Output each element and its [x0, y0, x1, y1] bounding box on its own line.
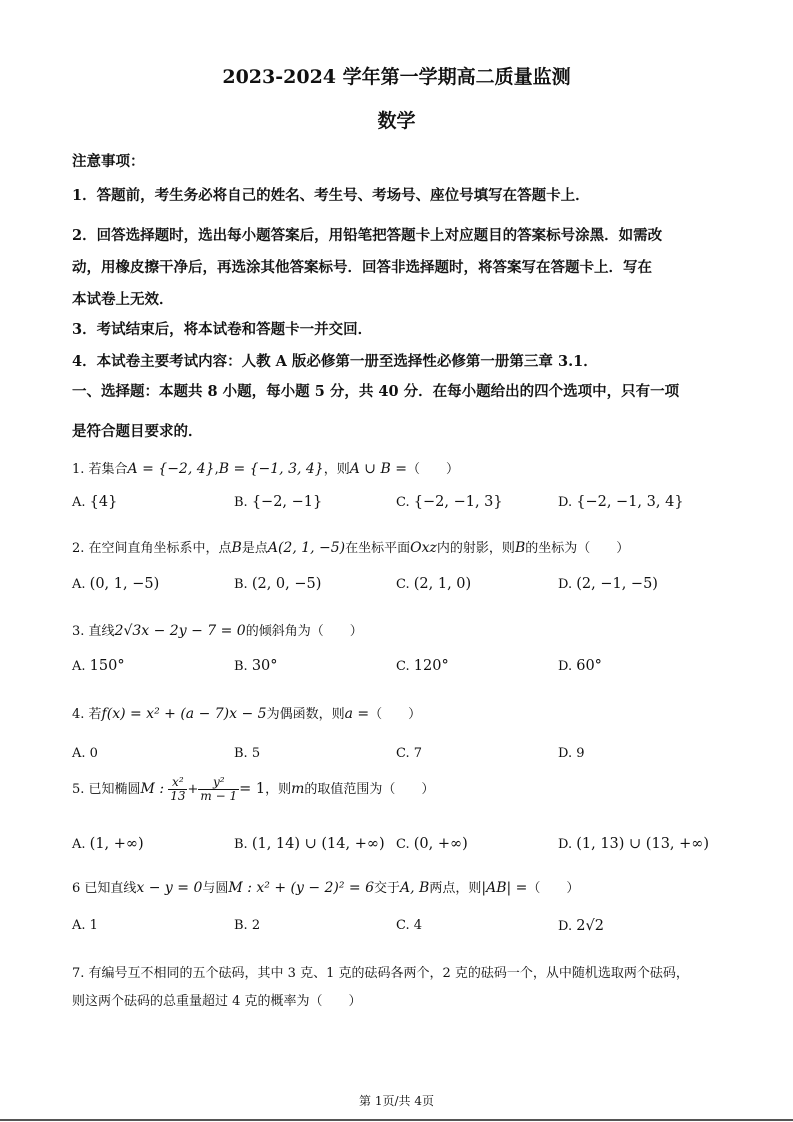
- q2-option-b: B. (2, 0, −5): [234, 576, 322, 592]
- q5-option-c: C. (0, +∞): [396, 836, 468, 852]
- q6-option-c: C. 4: [396, 918, 423, 933]
- q5-option-a: A. (1, +∞): [72, 836, 144, 852]
- question-1: 1. 若集合A = {−2, 4},B = {−1, 3, 4}，则A ∪ B =（ ）: [72, 461, 459, 477]
- exam-title: 2023-2024 学年第一学期高二质量监测: [222, 66, 571, 88]
- q4-option-b: B. 5: [234, 746, 261, 761]
- q1-option-a: A. {4}: [72, 494, 118, 510]
- q2-option-c: C. (2, 1, 0): [396, 576, 472, 592]
- notice-heading: 注意事项：: [72, 153, 145, 170]
- notice-item-2-cont: 动，用橡皮擦干净后，再选涂其他答案标号．回答非选择题时，将答案写在答题卡上．写在: [72, 259, 652, 276]
- question-6: 6 已知直线x − y = 0与圆M : x² + (y − 2)² = 6交于A, B两点，则|AB| =（ ）: [72, 880, 580, 896]
- q3-option-c: C. 120°: [396, 658, 449, 674]
- section-heading: 一、选择题：本题共 8 小题，每小题 5 分，共 40 分．在每小题给出的四个选项中，只有一项: [72, 383, 680, 400]
- notice-item-1: 1．答题前，考生务必将自己的姓名、考生号、考场号、座位号填写在答题卡上．: [72, 187, 590, 204]
- question-2: 2. 在空间直角坐标系中，点B是点A(2, 1, −5)在坐标平面Oxz内的射影，则B的坐标为（ ）: [72, 540, 630, 556]
- q3-option-b: B. 30°: [234, 658, 278, 674]
- q6-option-b: B. 2: [234, 918, 261, 933]
- q1-set-b: B = {−1, 3, 4}: [218, 461, 324, 477]
- notice-item-4: 4．本试卷主要考试内容：人教 A 版必修第一册至选择性必修第一册第三章 3.1．: [72, 353, 598, 370]
- q1-option-d: D. {−2, −1, 3, 4}: [558, 494, 684, 510]
- exam-subject: 数学: [377, 110, 416, 132]
- q4-option-c: C. 7: [396, 746, 423, 761]
- q1-option-c: C. {−2, −1, 3}: [396, 494, 503, 510]
- q5-option-d: D. (1, 13) ∪ (13, +∞): [558, 836, 710, 852]
- page-footer: 第 1页/共 4页: [359, 1094, 434, 1108]
- question-3: 3. 直线2√3x − 2y − 7 = 0的倾斜角为（ ）: [72, 623, 363, 639]
- q5-fraction-x: $\frac{\text{x²}}{13}$: [170, 775, 186, 803]
- q1-text-post: （ ）: [406, 462, 459, 477]
- q6-option-d: D. 2√2: [558, 918, 604, 934]
- q3-option-a: A. 150°: [72, 658, 125, 674]
- q1-set-a: A = {−2, 4}: [127, 461, 215, 477]
- notice-item-3: 3．考试结束后，将本试卷和答题卡一并交回．: [72, 321, 373, 338]
- q2-option-a: A. (0, 1, −5): [72, 576, 160, 592]
- q1-text-pre: 1. 若集合: [72, 462, 128, 477]
- q1-option-b: B. {−2, −1}: [234, 494, 323, 510]
- q5-fraction-y: $\frac{\text{y²}}{m - 1}$: [200, 775, 238, 803]
- q5-option-b: B. (1, 14) ∪ (14, +∞): [234, 836, 385, 852]
- q4-option-d: D. 9: [558, 746, 585, 761]
- section-heading-cont: 是符合题目要求的．: [72, 423, 203, 440]
- footer-divider: [0, 1119, 793, 1121]
- question-4: 4. 若f(x) = x² + (a − 7)x − 5为偶函数，则a =（ ）: [72, 706, 422, 722]
- q1-text-mid: ，则: [323, 462, 350, 477]
- q1-expr: A ∪ B =: [349, 461, 407, 477]
- question-7-cont: 则这两个砝码的总重量超过 4 克的概率为（ ）: [72, 994, 362, 1009]
- q3-option-d: D. 60°: [558, 658, 602, 674]
- q2-option-d: D. (2, −1, −5): [558, 576, 658, 592]
- q6-option-a: A. 1: [72, 918, 98, 933]
- question-5: 5. 已知椭圆M : $\frac{\text{x²}}{13}$ + $\frac{\text{y²}}{m - 1}$ = 1，则m的取值范围为（ ）: [72, 775, 435, 803]
- notice-item-2: 2．回答选择题时，选出每小题答案后，用铅笔把答题卡上对应题目的答案标号涂黑．如需改: [72, 227, 663, 244]
- q4-option-a: A. 0: [72, 746, 98, 761]
- question-7: 7. 有编号互不相同的五个砝码，其中 3 克、1 克的砝码各两个，2 克的砝码一个，从中随机选取两个砝码，: [72, 966, 689, 981]
- notice-item-2-end: 本试卷上无效．: [72, 291, 174, 308]
